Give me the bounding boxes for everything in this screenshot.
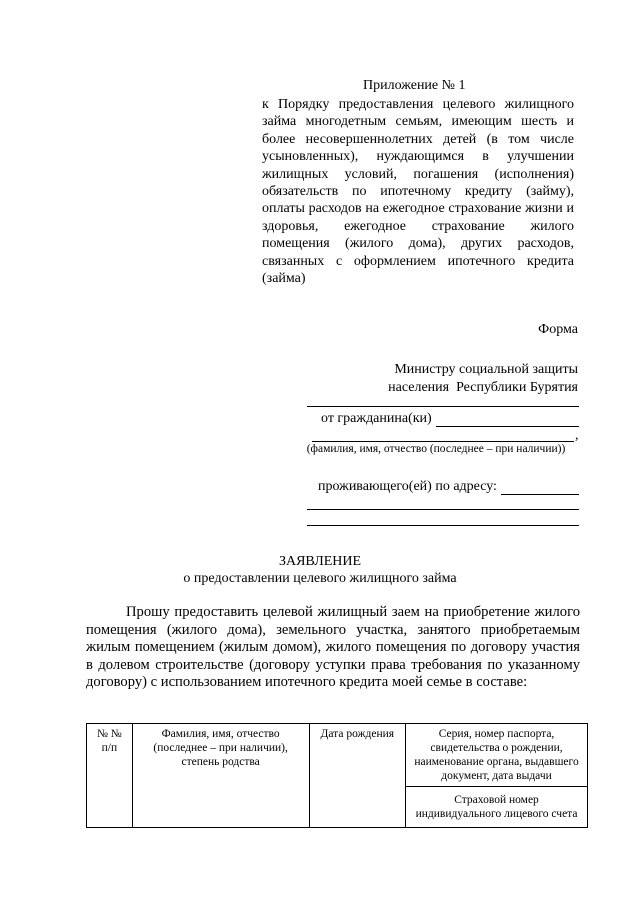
addressee [388,361,578,396]
from-name-field[interactable] [436,412,579,427]
header-name: Фамилия, имя, отчество (последнее – при наличии), степень родства [132,724,309,828]
header-birth: Дата рождения [309,724,406,828]
family-table [86,723,588,828]
form-label: Форма [538,322,578,337]
addressee-line-2: населения Республики Бурятия [388,379,578,395]
address-row [318,479,579,495]
address-line-2[interactable] [307,509,579,510]
addressee-blank-line[interactable] [307,406,579,407]
appendix-title: Приложение № 1 [363,78,466,93]
address-label: проживающего(ей) по адресу: [318,479,497,494]
header-snils: Страховой номер индивидуального лицевого счета [406,787,588,828]
from-name-line-2[interactable] [312,441,574,442]
appendix-text: к Порядку предоставления целевого жилищного займа многодетным семьям, имеющим шесть и более несовершеннолетних детей (в том числе усыновленных), нуждающимся в улучшении жилищных условий, погашения (исполнения) обязательств по ипотечному кредиту (займу), оплаты расходов на ежегодное страхование жизни и здоровья, ежегодное страхование жилого помещения (жилого дома), других расходов, связанных с оформлением ипотечного кредита (займа) [262,97,574,287]
from-label: от гражданина(ки) [321,411,432,426]
application-body: Прошу предоставить целевой жилищный заем на приобретение жилого помещения (жилого дома), земельного участка, занятого приобретаемым жилым помещением (жилым домом), жилого помещения по договору участия в долевом строительстве (договору уступки права требования по указанному договору) с использованием ипотечного кредита моей семье в составе: [86,604,580,691]
application-title: ЗАЯВЛЕНИЕ [278,554,362,569]
header-doc: Серия, номер паспорта, свидетельства о рождении, наименование органа, выдавшего документ, дата выдачи [406,724,588,787]
addressee-line-1: Министру социальной защиты [394,362,578,377]
address-line-3[interactable] [307,525,579,526]
from-comma: , [575,428,579,443]
header-num: № № п/п [87,724,133,828]
address-field[interactable] [501,480,579,495]
application-subtitle: о предоставлении целевого жилищного займа [183,571,457,586]
from-row [305,411,579,427]
name-hint: (фамилия, имя, отчество (последнее – при наличии)) [306,443,566,455]
table-header-row [87,724,588,787]
